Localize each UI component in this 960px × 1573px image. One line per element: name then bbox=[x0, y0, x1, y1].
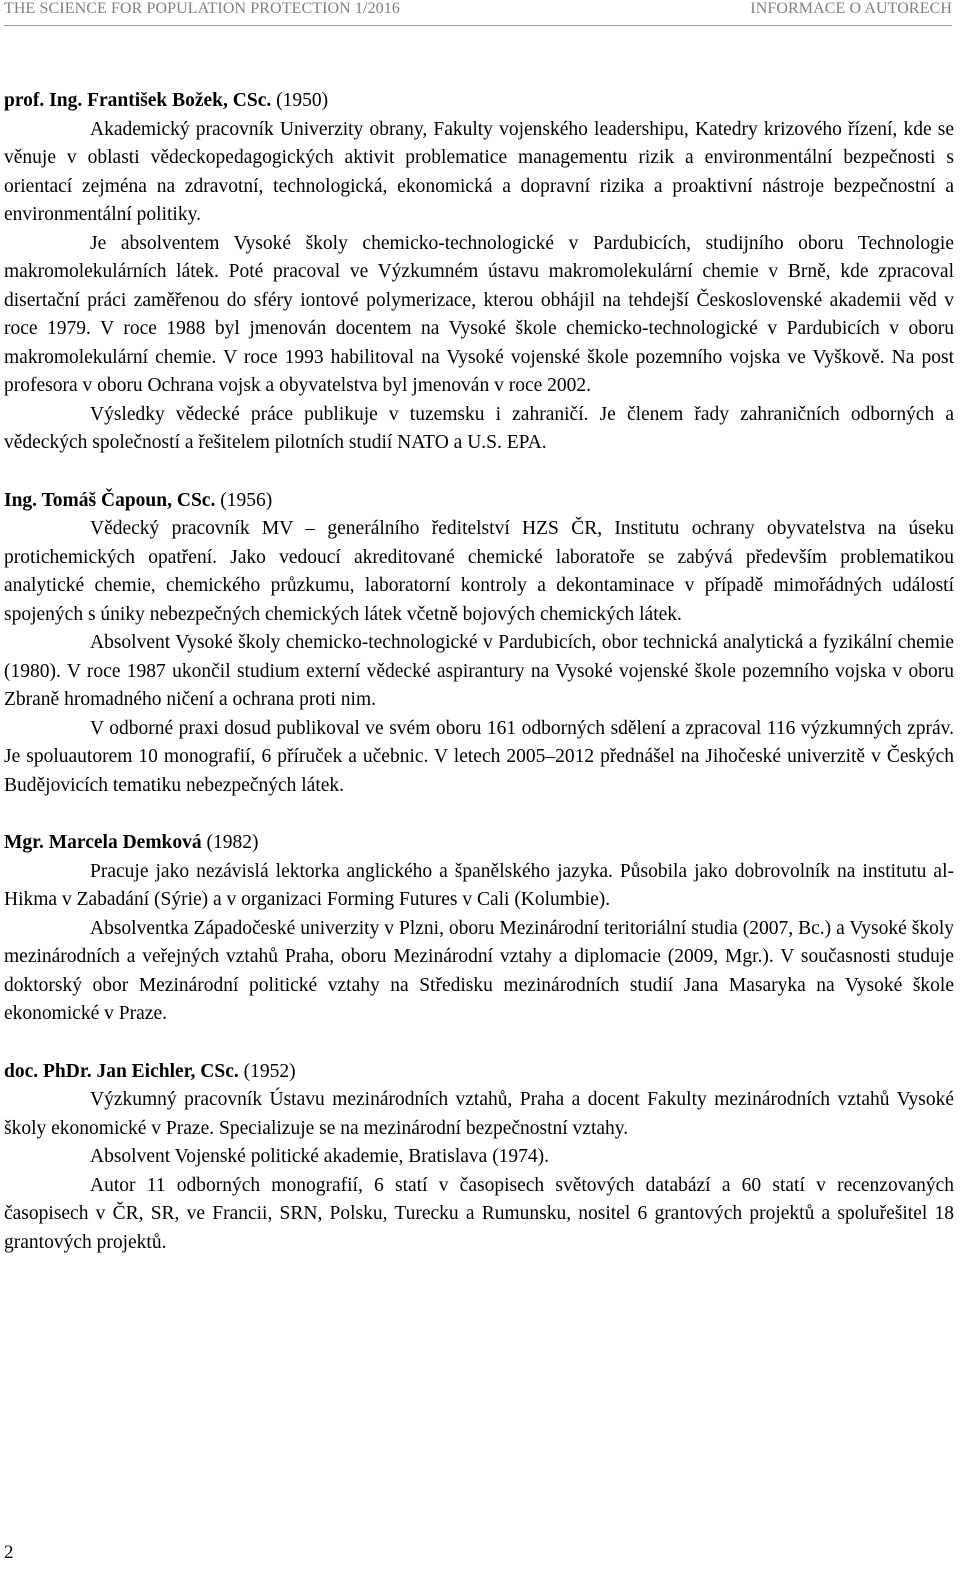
author-heading bbox=[4, 87, 954, 116]
author-paragraph: Akademický pracovník Univerzity obrany, Fakulty vojenského leadershipu, Katedry krizového řízení, kde se věnuje v oblasti vědeckopedagogických aktivit problematice managementu rizik a environmentální bezpečnosti s orientací zejména na zdravotní, technologická, ekonomická a dopravní rizika a proaktivní nástroje bezpečnostní a environmentální politiky. bbox=[4, 118, 954, 225]
author-paragraph: Absolvent Vojenské politické akademie, Bratislava (1974). bbox=[90, 1146, 550, 1167]
header-divider bbox=[4, 25, 952, 26]
author-list bbox=[4, 87, 954, 1286]
author-paragraph: Autor 11 odborných monografií, 6 statí v časopisech světových databází a 60 statí v recenzovaných časopisech v ČR, SR, ve Francii, SRN, Polsku, Turecku a Rumunsku, nositel 6 grantových projektů a spoluřešitel 18 grantových projektů. bbox=[4, 1174, 954, 1253]
journal-title: THE SCIENCE FOR POPULATION PROTECTION 1/2016 bbox=[4, 0, 400, 17]
author-name: prof. Ing. František Božek, CSc. bbox=[4, 90, 272, 111]
author-entry bbox=[4, 487, 954, 801]
author-paragraph: Výzkumný pracovník Ústavu mezinárodních vztahů, Praha a docent Fakulty mezinárodních vztahů Vysoké školy ekonomické v Praze. Specializuje se na mezinárodní bezpečnostní vztahy. bbox=[4, 1089, 954, 1139]
author-birth-year: (1956) bbox=[220, 489, 273, 511]
author-paragraph: Vědecký pracovník MV – generálního ředitelství HZS ČR, Institutu ochrany obyvatelstva na úseku protichemických opatření. Jako vedoucí akreditované chemické laboratoře se zabývá především problematikou analytické chemie, chemického průzkumu, laboratorní kontroly a dekontaminace v případě mimořádných událostí spojených s úniky nebezpečných chemických látek včetně bojových chemických látek. bbox=[4, 518, 954, 625]
author-entry bbox=[4, 829, 954, 1029]
author-name: Ing. Tomáš Čapoun, CSc. bbox=[4, 489, 216, 511]
author-entry bbox=[4, 87, 954, 458]
author-paragraph: Absolventka Západočeské univerzity v Plzni, oboru Mezinárodní teritoriální studia (2007, Bc.) a Vysoké školy mezinárodních a veřejných vztahů Praha, oboru Mezinárodní vztahy a diplomacie (2009, Mgr.). V současnosti studuje doktorský obor Mezinárodní politické vztahy na Středisku mezinárodních studií Jana Masaryka na Vysoké škole ekonomické v Praze. bbox=[4, 917, 954, 1024]
page-number: 2 bbox=[4, 1542, 14, 1563]
author-paragraph: Absolvent Vysoké školy chemicko-technologické v Pardubicích, obor technická analytická a fyzikální chemie (1980). V roce 1987 ukončil studium externí vědecké aspirantury na Vysoké vojenské škole pozemního vojska v oboru Zbraně hromadného ničení a ochrana proti nim. bbox=[4, 632, 954, 710]
author-paragraph: V odborné praxi dosud publikoval ve svém oboru 161 odborných sdělení a zpracoval 116 výzkumných zpráv. Je spoluautorem 10 monografií, 6 příruček a učebnic. V letech 2005–2012 přednášel na Jihočeské univerzitě v Českých Budějovicích tematiku nebezpečných látek. bbox=[4, 717, 954, 796]
author-heading bbox=[4, 1058, 954, 1087]
author-birth-year: (1982) bbox=[206, 832, 259, 853]
section-title: INFORMACE O AUTORECH bbox=[750, 0, 952, 17]
author-entry bbox=[4, 1058, 954, 1258]
running-header bbox=[4, 0, 952, 24]
author-paragraph: Výsledky vědecké práce publikuje v tuzemsku i zahraničí. Je členem řady zahraničních odborných a vědeckých společností a řešitelem pilotních studií NATO a U.S. EPA. bbox=[4, 403, 954, 453]
author-name: doc. PhDr. Jan Eichler, CSc. bbox=[4, 1060, 239, 1082]
author-name: Mgr. Marcela Demková bbox=[4, 832, 202, 853]
author-birth-year: (1952) bbox=[243, 1060, 296, 1082]
author-heading bbox=[4, 487, 954, 516]
author-paragraph: Je absolventem Vysoké školy chemicko-technologické v Pardubicích, studijního oboru Technologie makromolekulárních látek. Poté pracoval ve Výzkumném ústavu makromolekulární chemie v Brně, kde zpracoval disertační práci zaměřenou do sféry iontové polymerizace, kterou obhájil na tehdejší Československé akademii věd v roce 1979. V roce 1988 byl jmenován docentem na Vysoké škole chemicko-technologické v Pardubicích v oboru makromolekulární chemie. V roce 1993 habilitoval na Vysoké vojenské škole pozemního vojska ve Vyškově. Na post profesora v oboru Ochrana vojsk a obyvatelstva byl jmenován v roce 2002. bbox=[4, 232, 954, 396]
author-birth-year: (1950) bbox=[276, 90, 329, 111]
author-paragraph: Pracuje jako nezávislá lektorka anglického a španělského jazyka. Působila jako dobrovolník na institutu al-Hikma v Zabadání (Sýrie) a v organizaci Forming Futures v Cali (Kolumbie). bbox=[4, 860, 954, 910]
author-heading bbox=[4, 829, 954, 858]
